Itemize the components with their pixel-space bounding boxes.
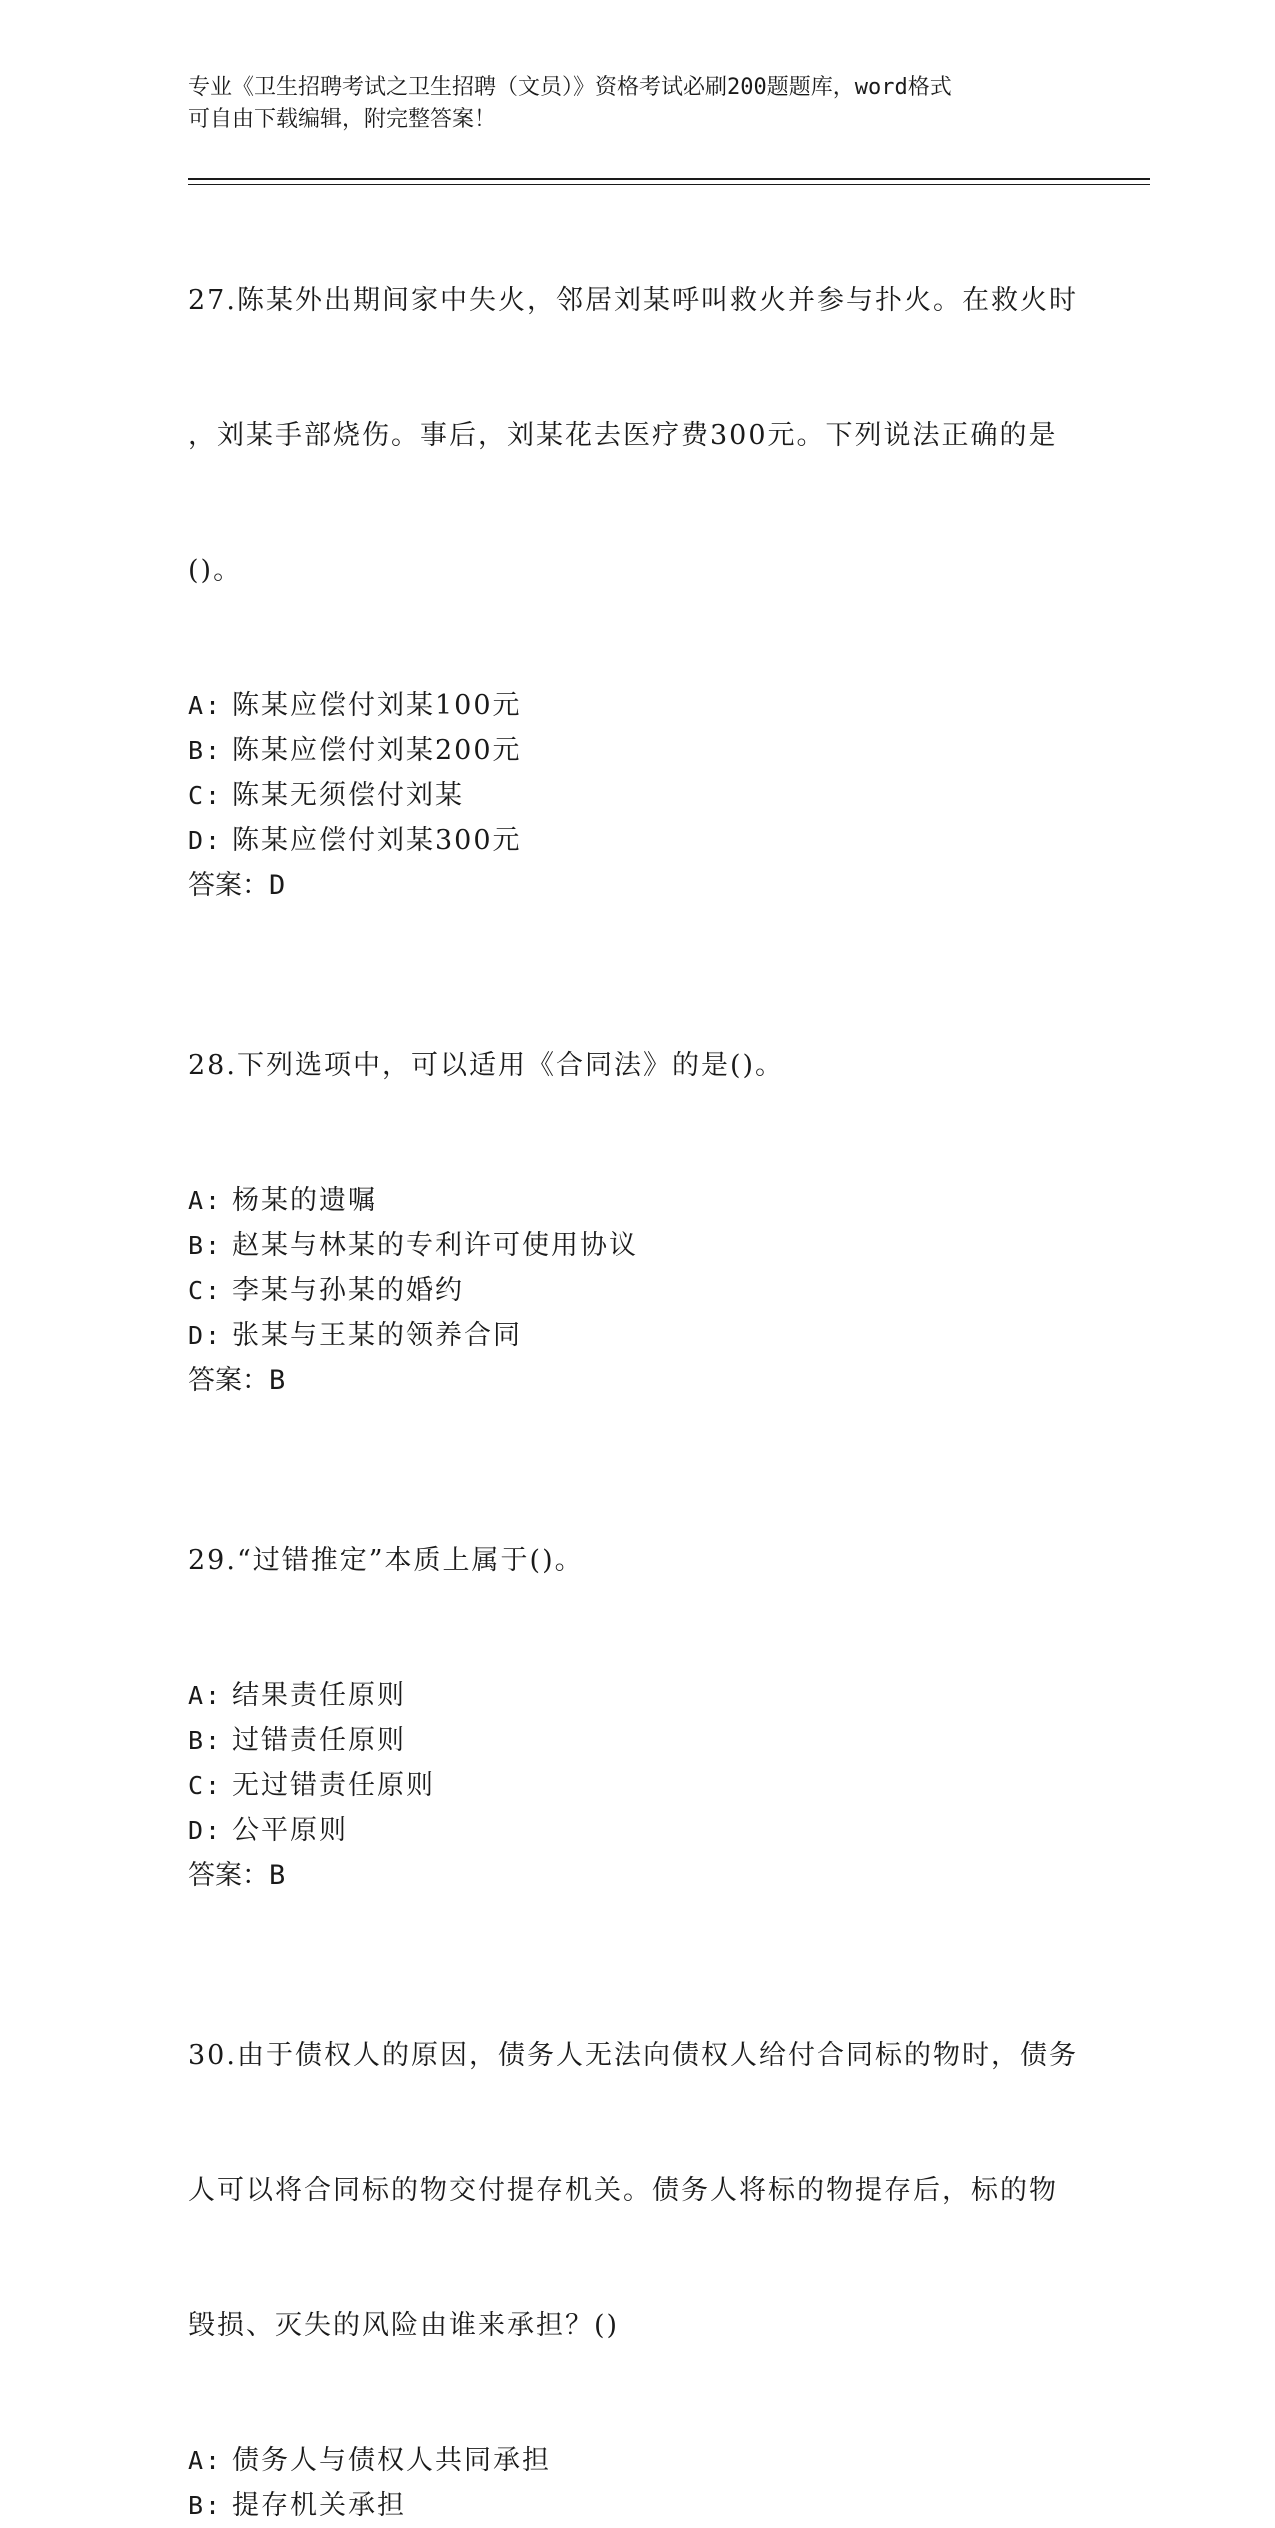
option-text: 陈某应偿付刘某100元 xyxy=(232,690,522,721)
answer-line xyxy=(188,1358,1088,1403)
header-rule xyxy=(188,178,1150,180)
option-letter: B: xyxy=(188,2491,223,2520)
answer-value: D xyxy=(269,870,286,901)
spacer xyxy=(188,1403,1088,1448)
option-text: 无过错责任原则 xyxy=(232,1770,435,1801)
option-text: 张某与王某的领养合同 xyxy=(232,1320,522,1351)
option-b xyxy=(188,1223,1088,1268)
question-30 xyxy=(188,1943,1088,2528)
stem-line: 30.由于债权人的原因，债务人无法向债权人给付合同标的物时，债务 xyxy=(188,2040,1078,2071)
option-a xyxy=(188,683,1088,728)
stem-line: 毁损、灭失的风险由谁来承担？() xyxy=(188,2310,620,2341)
option-text: 赵某与林某的专利许可使用协议 xyxy=(232,1230,638,1261)
option-text: 提存机关承担 xyxy=(232,2490,406,2521)
answer-line xyxy=(188,1853,1088,1898)
option-letter: C: xyxy=(188,1771,223,1800)
answer-label: 答案： xyxy=(188,1365,269,1396)
question-stem xyxy=(188,1943,1088,2438)
question-stem xyxy=(188,188,1088,683)
stem-line: ，刘某手部烧伤。事后，刘某花去医疗费300元。下列说法正确的是 xyxy=(188,420,1058,451)
option-text: 公平原则 xyxy=(232,1815,348,1846)
question-29 xyxy=(188,1448,1088,1898)
spacer xyxy=(188,1898,1088,1943)
option-d xyxy=(188,1313,1088,1358)
option-text: 陈某应偿付刘某200元 xyxy=(232,735,522,766)
option-letter: A: xyxy=(188,691,223,720)
option-a xyxy=(188,2438,1088,2483)
option-text: 债务人与债权人共同承担 xyxy=(232,2445,551,2476)
option-c xyxy=(188,1268,1088,1313)
option-letter: A: xyxy=(188,1186,223,1215)
option-c xyxy=(188,1763,1088,1808)
question-stem xyxy=(188,953,1088,1178)
option-letter: D: xyxy=(188,1321,223,1350)
header-rule-thin xyxy=(188,184,1150,185)
question-28 xyxy=(188,953,1088,1403)
option-d xyxy=(188,818,1088,863)
option-letter: A: xyxy=(188,2446,223,2475)
option-letter: D: xyxy=(188,826,223,855)
option-text: 杨某的遗嘱 xyxy=(232,1185,377,1216)
option-c xyxy=(188,773,1088,818)
answer-value: B xyxy=(269,1365,286,1396)
option-text: 陈某应偿付刘某300元 xyxy=(232,825,522,856)
answer-line xyxy=(188,863,1088,908)
question-stem xyxy=(188,1448,1088,1673)
answer-value: B xyxy=(269,1860,286,1891)
question-27 xyxy=(188,188,1088,908)
option-a xyxy=(188,1178,1088,1223)
option-d xyxy=(188,1808,1088,1853)
option-letter: B: xyxy=(188,1726,223,1755)
option-text: 李某与孙某的婚约 xyxy=(232,1275,464,1306)
option-letter: A: xyxy=(188,1681,223,1710)
header-line-2: 可自由下载编辑，附完整答案！ xyxy=(188,107,497,132)
option-letter: B: xyxy=(188,1231,223,1260)
option-a xyxy=(188,1673,1088,1718)
option-letter: B: xyxy=(188,736,223,765)
option-b xyxy=(188,2483,1088,2528)
option-letter: C: xyxy=(188,1276,223,1305)
stem-line: 人可以将合同标的物交付提存机关。债务人将标的物提存后，标的物 xyxy=(188,2175,1058,2206)
question-list xyxy=(188,188,1088,2528)
stem-line: 28.下列选项中，可以适用《合同法》的是()。 xyxy=(188,1050,785,1081)
option-text: 过错责任原则 xyxy=(232,1725,406,1756)
answer-label: 答案： xyxy=(188,1860,269,1891)
stem-line: 27.陈某外出期间家中失火，邻居刘某呼叫救火并参与扑火。在救火时 xyxy=(188,285,1078,316)
spacer xyxy=(188,908,1088,953)
document-header xyxy=(188,72,1068,136)
option-text: 陈某无须偿付刘某 xyxy=(232,780,464,811)
stem-line: 29.“过错推定”本质上属于()。 xyxy=(188,1545,584,1576)
option-text: 结果责任原则 xyxy=(232,1680,406,1711)
option-b xyxy=(188,728,1088,773)
answer-label: 答案： xyxy=(188,870,269,901)
option-letter: C: xyxy=(188,781,223,810)
header-line-1: 专业《卫生招聘考试之卫生招聘（文员）》资格考试必刷200题题库，word格式 xyxy=(188,75,952,100)
stem-line: ()。 xyxy=(188,555,243,586)
option-b xyxy=(188,1718,1088,1763)
option-letter: D: xyxy=(188,1816,223,1845)
